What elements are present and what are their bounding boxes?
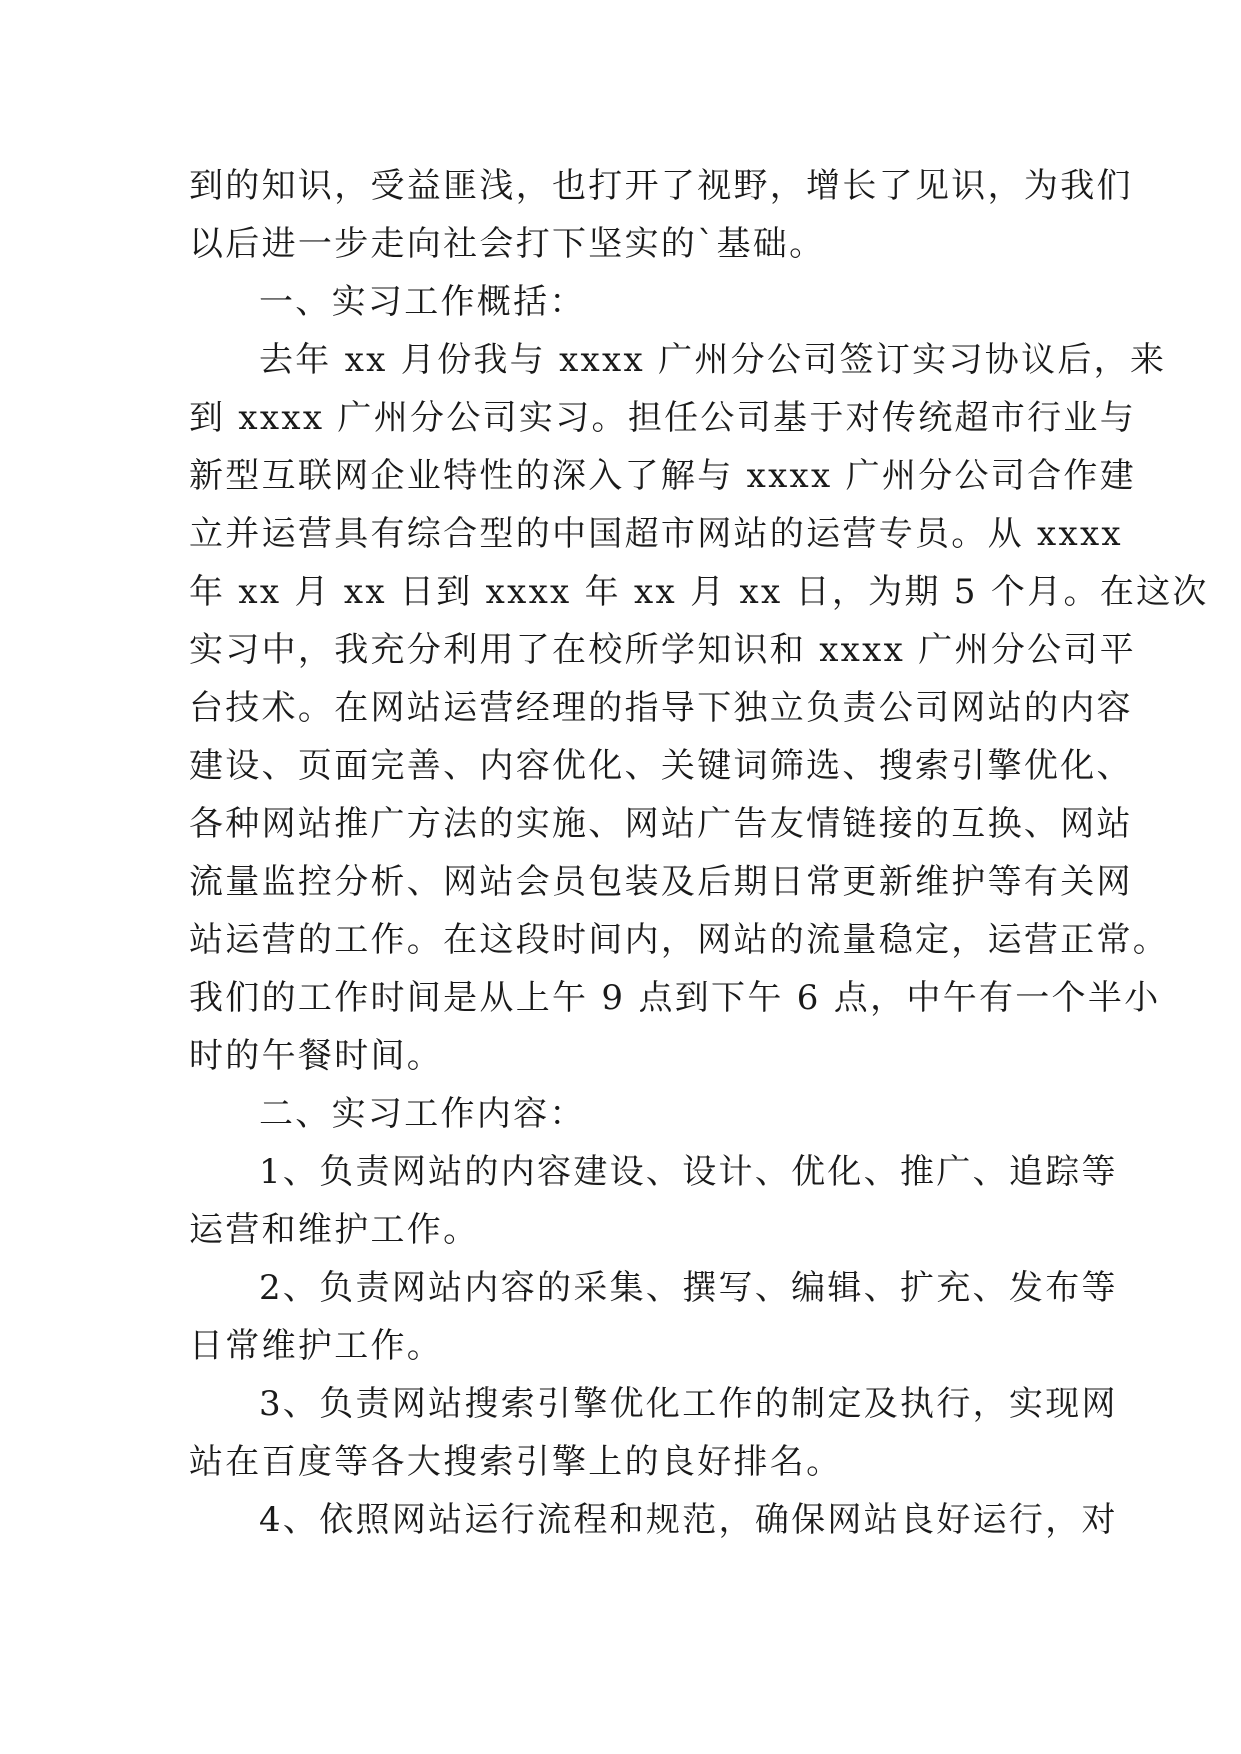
text-line: 运营和维护工作。: [189, 1210, 480, 1250]
text-line: 台技术。在网站运营经理的指导下独立负责公司网站的内容: [189, 688, 1133, 728]
text-line: 去年 xx 月份我与 xxxx 广州分公司签订实习协议后，来: [259, 340, 1167, 380]
text-line: 到 xxxx 广州分公司实习。担任公司基于对传统超市行业与: [189, 398, 1137, 438]
text-line: 我们的工作时间是从上午 9 点到下午 6 点，中午有一个半小: [189, 978, 1161, 1018]
list-item: 1、负责网站的内容建设、设计、优化、推广、追踪等: [259, 1152, 1118, 1192]
text-line: 各种网站推广方法的实施、网站广告友情链接的互换、网站: [189, 804, 1133, 844]
list-item: 4、依照网站运行流程和规范，确保网站良好运行，对: [259, 1500, 1118, 1540]
text-line: 新型互联网企业特性的深入了解与 xxxx 广州分公司合作建: [189, 456, 1137, 496]
document-body: [189, 157, 1209, 1549]
text-line: 站运营的工作。在这段时间内，网站的流量稳定，运营正常。: [189, 920, 1170, 960]
text-line: 建设、页面完善、内容优化、关键词筛选、搜索引擎优化、: [189, 746, 1133, 786]
text-line: 时的午餐时间。: [189, 1036, 444, 1076]
list-item: 3、负责网站搜索引擎优化工作的制定及执行，实现网: [259, 1384, 1118, 1424]
text-line: 站在百度等各大搜索引擎上的良好排名。: [189, 1442, 843, 1482]
text-line: 立并运营具有综合型的中国超市网站的运营专员。从 xxxx: [189, 514, 1123, 554]
text-line: 到的知识，受益匪浅，也打开了视野，增长了见识，为我们: [189, 166, 1133, 206]
text-line: 流量监控分析、网站会员包装及后期日常更新维护等有关网: [189, 862, 1133, 902]
section-heading: 一、实习工作概括：: [259, 282, 586, 322]
text-line: 以后进一步走向社会打下坚实的`基础。: [189, 224, 826, 264]
text-line: 日常维护工作。: [189, 1326, 444, 1366]
section-heading: 二、实习工作内容：: [259, 1094, 586, 1134]
text-line: 年 xx 月 xx 日到 xxxx 年 xx 月 xx 日，为期 5 个月。在这次: [189, 572, 1209, 612]
list-item: 2、负责网站内容的采集、撰写、编辑、扩充、发布等: [259, 1268, 1118, 1308]
text-line: 实习中，我充分利用了在校所学知识和 xxxx 广州分公司平: [189, 630, 1137, 670]
